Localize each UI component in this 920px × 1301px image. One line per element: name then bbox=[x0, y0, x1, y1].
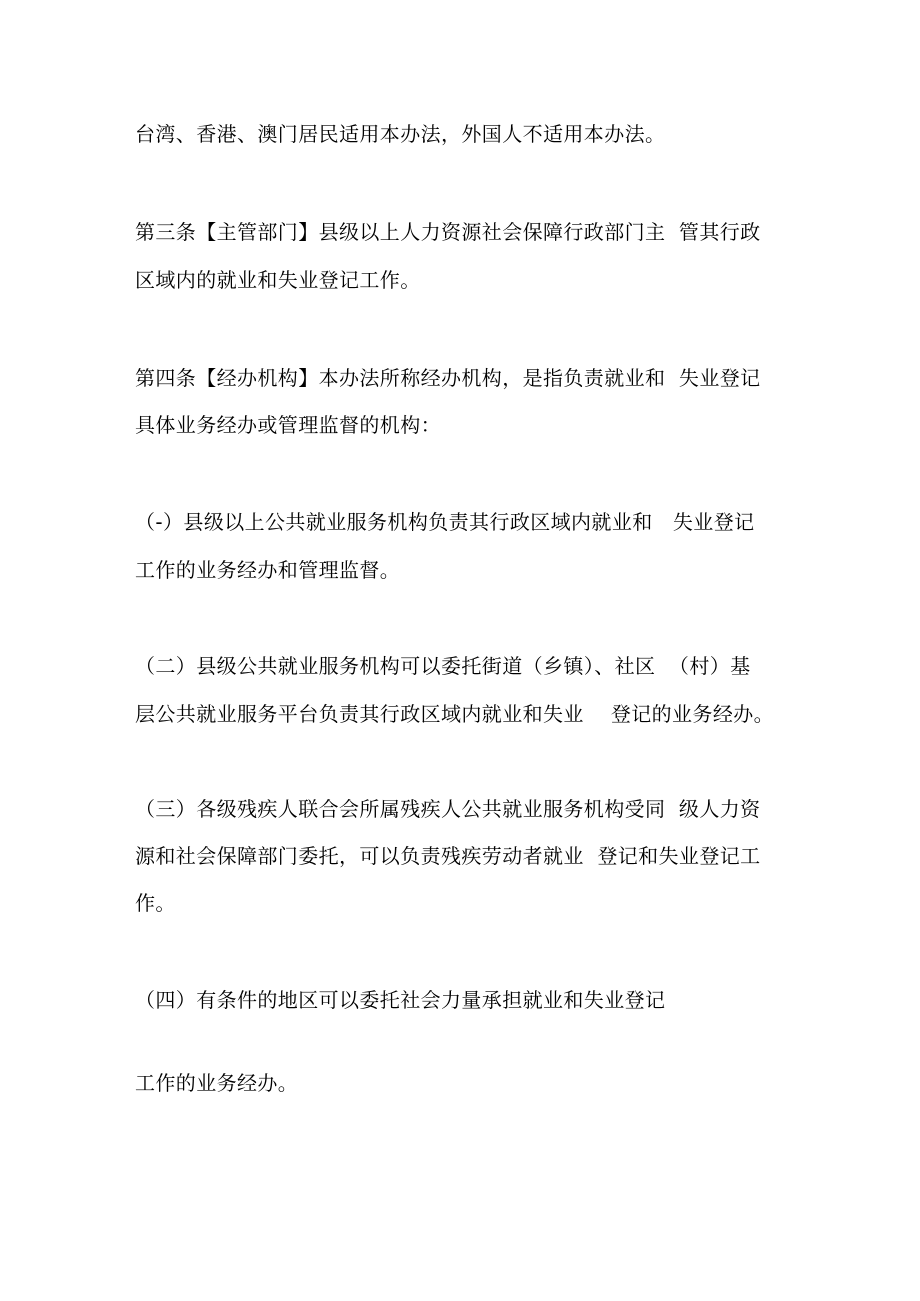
article-3-line-1: 第三条【主管部门】县级以上人力资源社会保障行政部门主 管其行政 bbox=[135, 220, 761, 244]
item-4-line-1: （四）有条件的地区可以委托社会力量承担就业和失业登记 bbox=[135, 988, 666, 1012]
item-2-line-2: 层公共就业服务平台负责其行政区域内就业和失业 登记的业务经办。 bbox=[135, 702, 775, 726]
article-4-line-2: 具体业务经办或管理监督的机构： bbox=[135, 413, 441, 437]
item-1-line-1: （-）县级以上公共就业服务机构负责其行政区域内就业和 失业登记 bbox=[135, 510, 755, 534]
item-3-line-3: 作。 bbox=[135, 891, 176, 915]
article-3-line-2: 区域内的就业和失业登记工作。 bbox=[135, 268, 421, 292]
paragraph-scope-line-1: 台湾、香港、澳门居民适用本办法，外国人不适用本办法。 bbox=[135, 122, 666, 146]
article-4-line-1: 第四条【经办机构】本办法所称经办机构，是指负责就业和 失业登记 bbox=[135, 366, 761, 390]
item-3-line-2: 源和社会保障部门委托，可以负责残疾劳动者就业 登记和失业登记工 bbox=[135, 844, 761, 868]
item-1-line-2: 工作的业务经办和管理监督。 bbox=[135, 558, 401, 582]
item-4-line-2: 工作的业务经办。 bbox=[135, 1071, 299, 1095]
item-2-line-1: （二）县级公共就业服务机构可以委托街道（乡镇）、社区 （村）基 bbox=[135, 654, 751, 678]
item-3-line-1: （三）各级残疾人联合会所属残疾人公共就业服务机构受同 级人力资 bbox=[135, 797, 761, 821]
